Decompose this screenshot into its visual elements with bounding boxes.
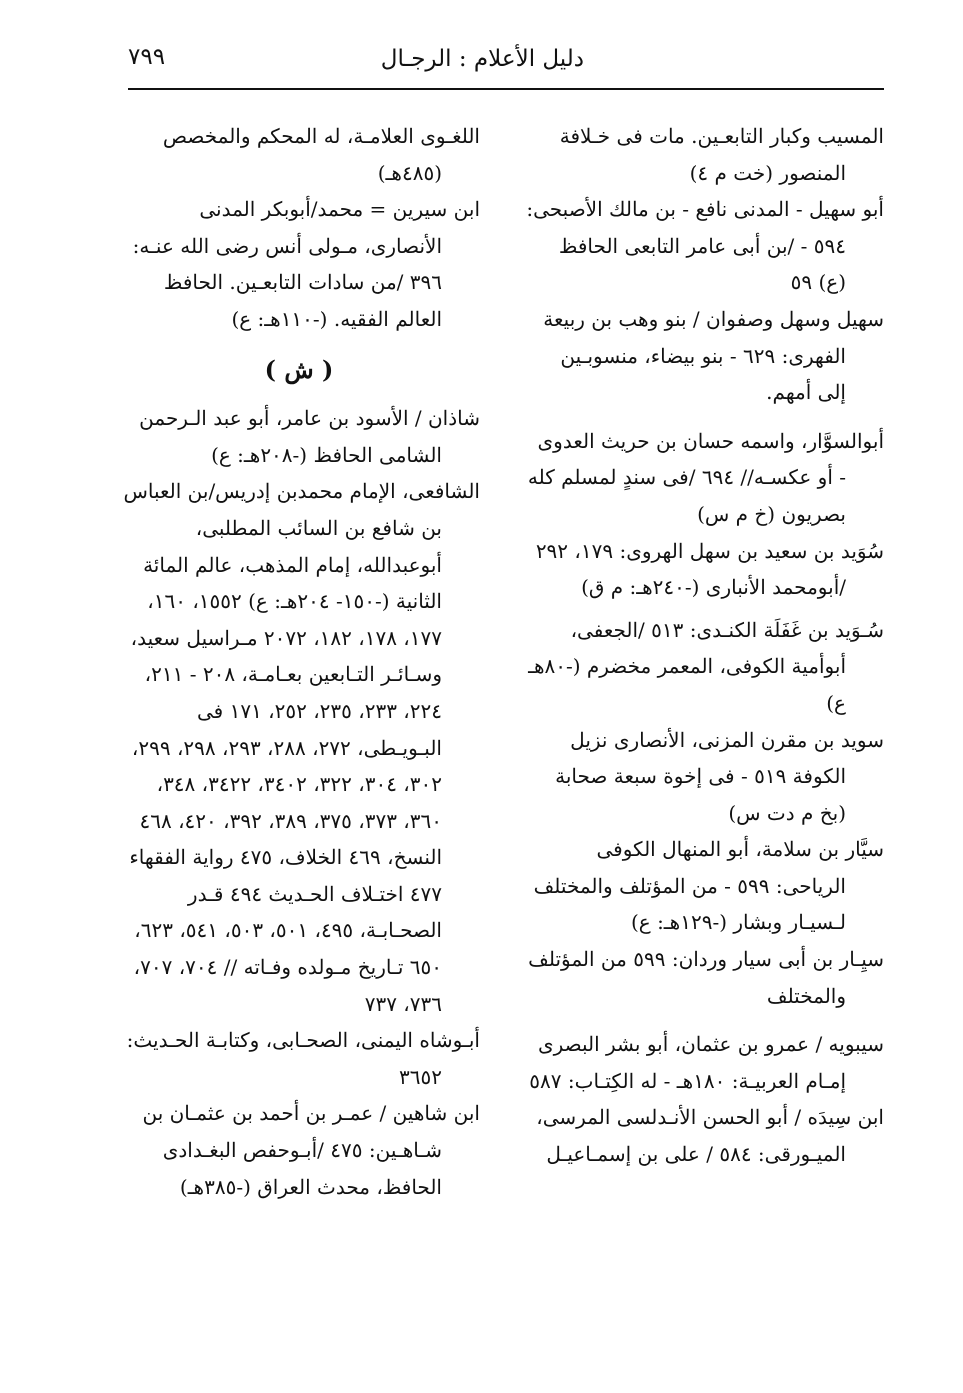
index-entry: شاذان / الأسود بن عامر، أبو عبد الـرحمن الشامى الحافظ (-٢٠٨هـ: ع) (139, 406, 480, 467)
index-entry: ابن سِيدَه / أبو الحسن الأنـدلسى المرسى، الميـورقى: ٥٨٤ / على بن إسمـاعيـل (536, 1105, 884, 1167)
left-column (118, 118, 480, 1205)
page-number: ٧٩٩ (128, 44, 166, 70)
index-entry: ابن شاهين / عمـر بن أحمد بن عثمـان بن شـاهـين: ٤٧٥ /أبـوحفص البغـدادى الحافظ، محدث العراق (-٣٨٥هـ) (142, 1101, 480, 1199)
index-entry: الشافعى، الإمام محمدبن إدريس/بن العباس بن شافع بن السائب المطلبى، أبوعبدالله، إمام المذهب، عالم المائة الثانية (-١٥٠- ٢٠٤هـ: ع) ١٥٥٢، ١٦٠، ١٧٧، ١٧٨، ١٨٢، ٢٠٧٢ مـراسيل سعيد، وسـائـر التـابعين بعـامـة، ٢٠٨ - ٢١١، ٢٢٤، ٢٣٣، ٢٣٥، ٢٥٢، ١٧١ فى البـويـطى، ٢٧٢، ٢٨٨، ٢٩٣، ٢٩٨، ٢٩٩، ٣٠٢، ٣٠٤، ٣٢٢، ٣٤٠٢، ٣٤٢٢، ٣٤٨، ٣٦٠، ٣٧٣، ٣٧٥، ٣٨٩، ٣٩٢، ٤٢٠، ٤٦٨ النسخ، ٤٦٩ الخلاف، ٤٧٥ رواية الفقهاء ٤٧٧ اختـلاف الحـديث ٤٩٤ قـدر الصحـابـة، ٤٩٥، ٥٠١، ٥٠٣، ٥٤١، ٦٢٣، ٦٥٠ تـاريخ مـولده وفـاته // ٧٠٤، ٧٠٧، ٧٣٦، ٧٣٧ (123, 479, 480, 1016)
index-entry: أبو سهيل - المدنى نافع - بن مالك الأصبحى: ٥٩٤ - /بن أبى عامر التابعى الحافظ (ع) ٥٩ (526, 197, 884, 295)
header-rule (128, 88, 884, 90)
index-entry: سيَّار بن سلامة، أبو المنهال الكوفى الرياحى: ٥٩٩ - من المؤتلف والمختلف لـسيـار وبشار (-١٢٩هـ: ع) (533, 837, 884, 935)
right-column (526, 118, 884, 1173)
index-entry: سيِـار بن أبى سيار وردان: ٥٩٩ من المؤتلف والمختلف (528, 947, 884, 1008)
index-entry: سهيل وسهل وصفوان / بنو وهب بن ربيعة الفهرى: ٦٢٩ - بنو بيضاء، منسوبـين إلى أمهم. (543, 306, 884, 405)
index-entry: سُوَيد بن سعيد بن سهل الهروى: ١٧٩، ٢٩٢ /أبومحمد الأنبارى (-٢٤٠هـ: م ق) (535, 538, 884, 600)
index-entry: سويد بن مقرن المزنى، الأنصارى نزيل الكوفة ٥١٩ - فى إخوة سبعة صحابة (بخ م دت س) (555, 727, 884, 825)
index-entry: أبوالسوَّار، واسمه حسان بن حريث العدوى - أو عكسـه// ٦٩٤ /فى سندٍ لمسلم كله بصريون (خ م س) (527, 428, 884, 526)
index-entry: أبـوشاه اليمنى، الصحـابى، وكتابـة الحـديث: ٣٦٥٢ (126, 1028, 480, 1089)
section-heading-letter: ( ش ) (264, 354, 334, 384)
index-entry: المسيب وكبار التابعـين. مات فى خـلافة المنصور (خت م ٤) (559, 124, 884, 185)
running-header (128, 40, 884, 88)
index-entry: ابن سيرين = محمد/أبوبكر المدنى الأنصارى، مـولى أنس رضى الله عنـه: ٣٩٦ /من سادات التابعـين. الحافظ العالم الفقيه. (-١١٠هـ: ع) (132, 197, 480, 331)
index-entry: اللغـوى العلامـة، له المحكم والمخصص (٤٨٥هـ) (162, 124, 480, 185)
index-entry: سيبويه / عمرو بن عثمان، أبو بشر البصرى إمـام العربيـة: ١٨٠هـ - له الكِتـاب: ٥٨٧ (529, 1032, 884, 1093)
header-title: دليل الأعلام : الرجـال (380, 46, 584, 72)
index-entry: سُـوَيد بن غَفَلَة الكنـدى: ٥١٣ /الجعفى، أبوأمية الكوفى، المعمر مخضرم (-٨٠هـ ع) (528, 617, 884, 715)
